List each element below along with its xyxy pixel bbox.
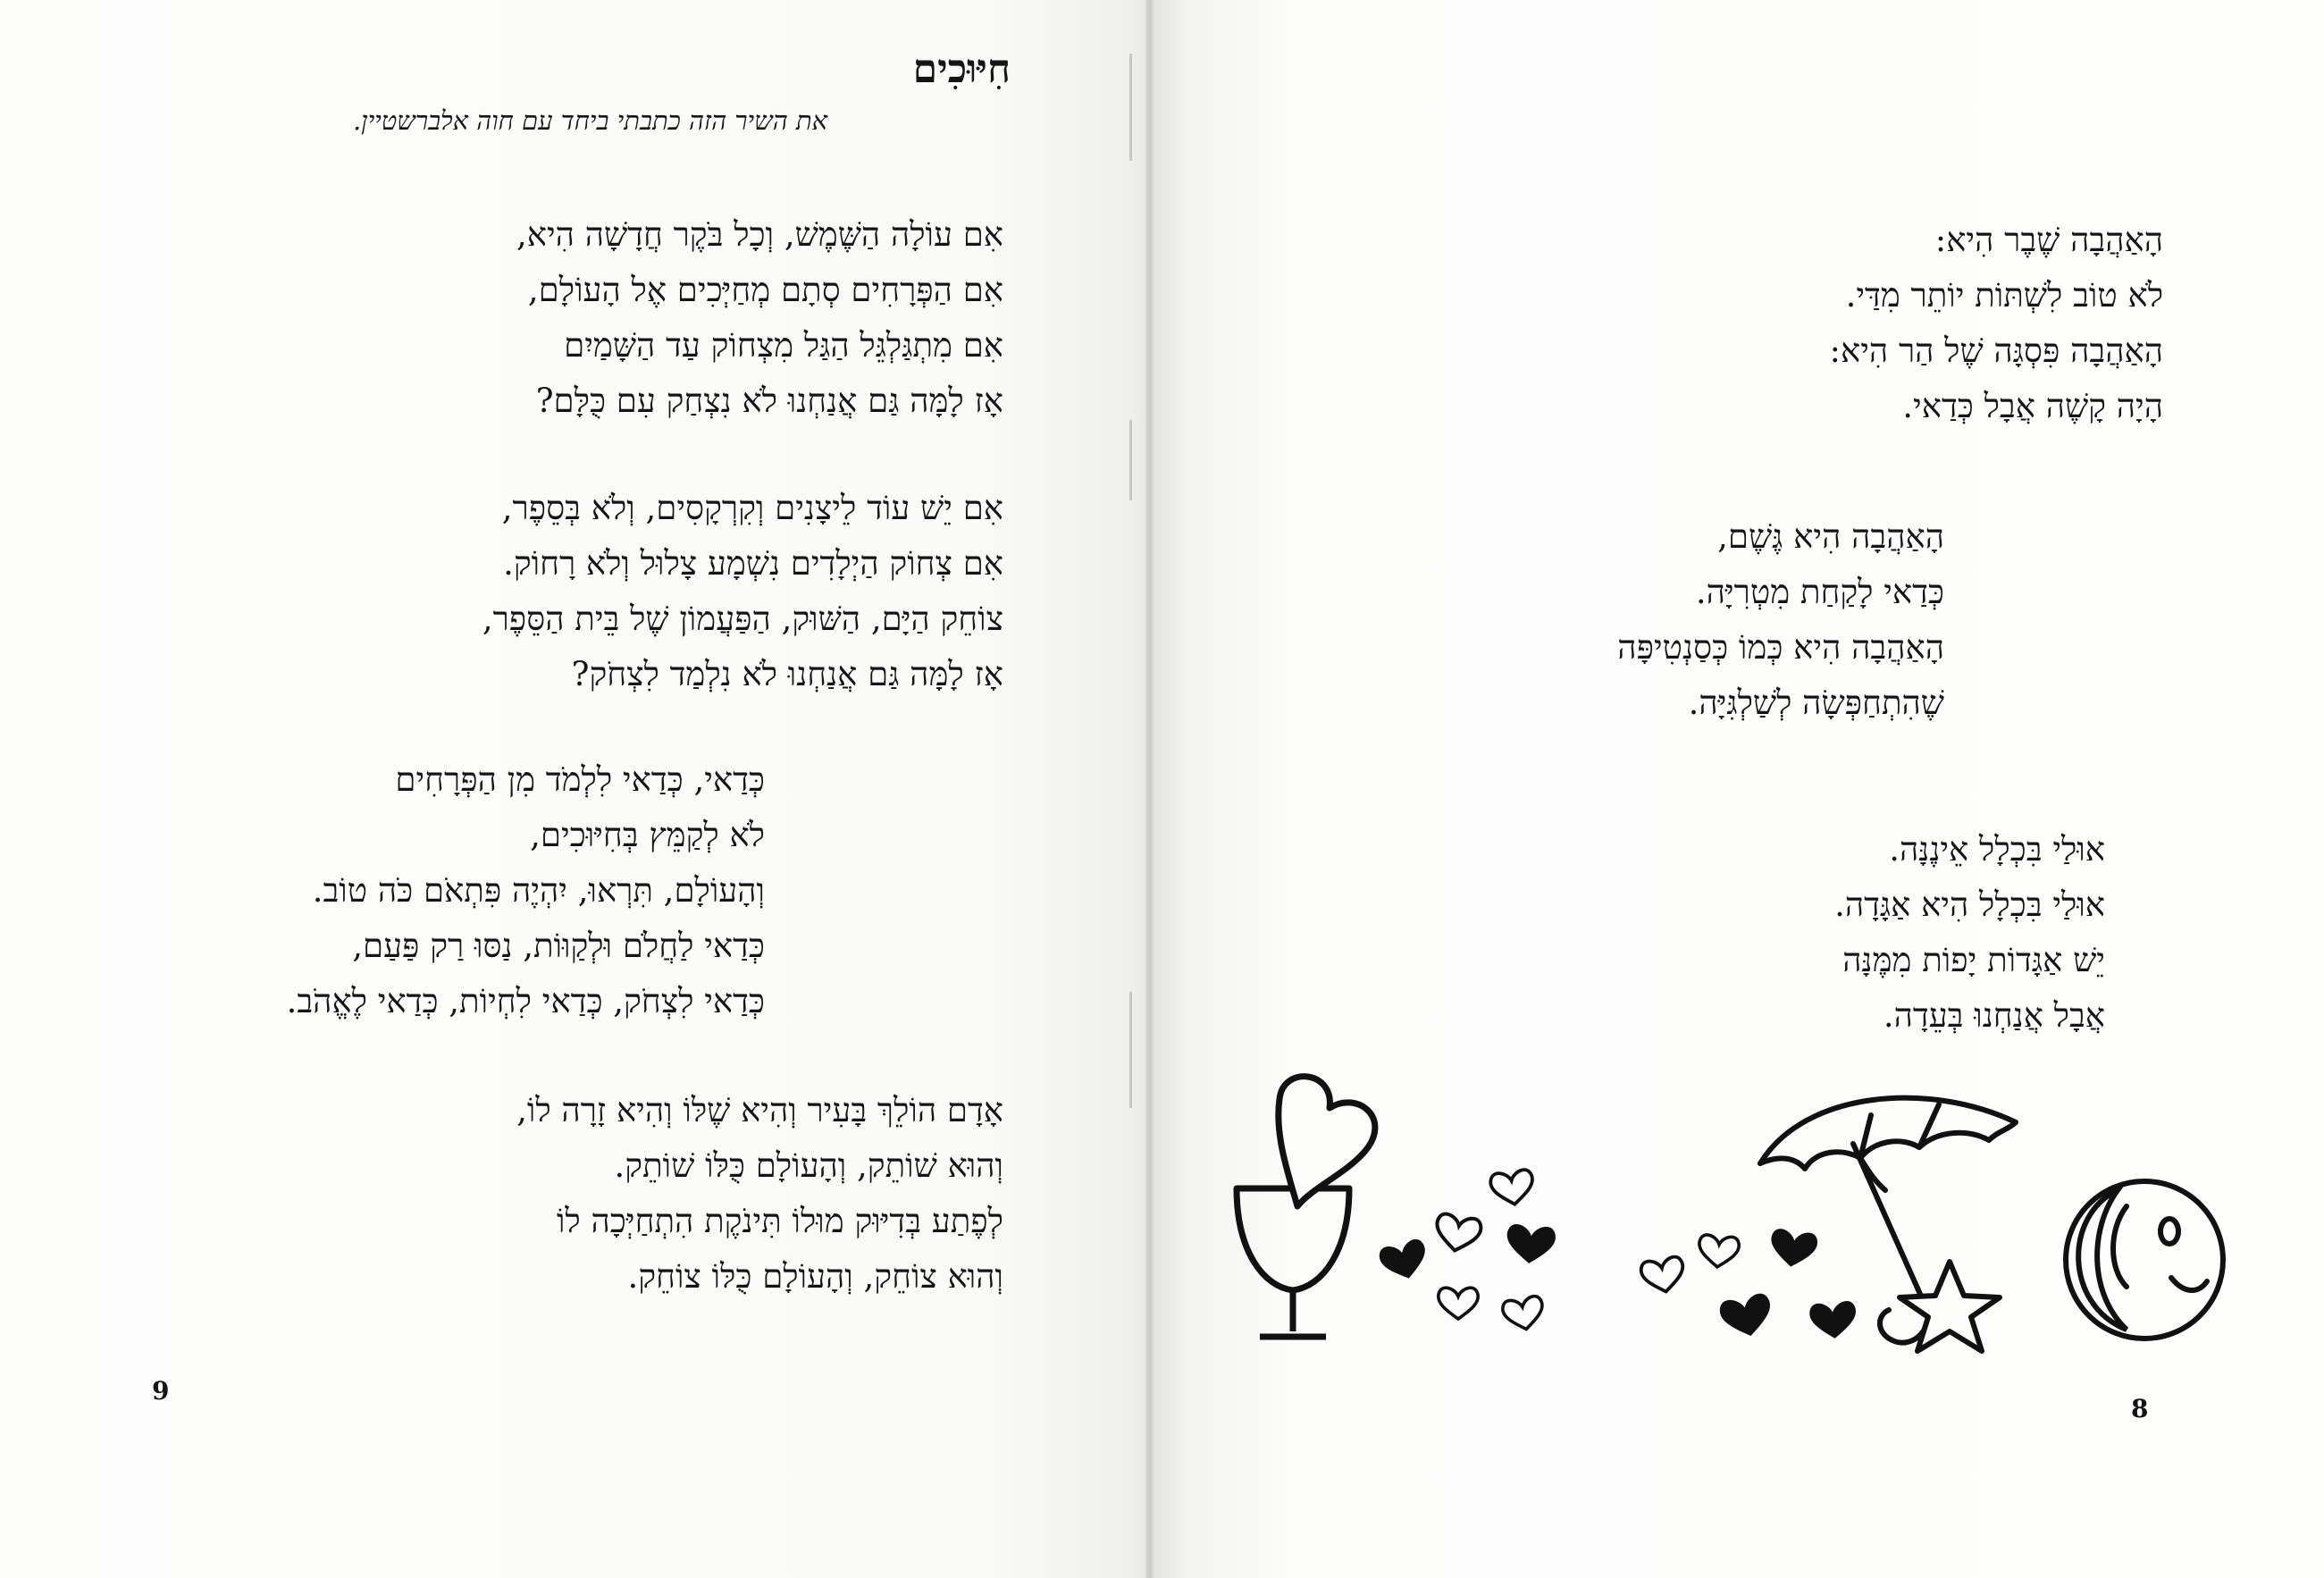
left-stanza-3: [287, 752, 765, 1029]
poem-line: אָדָם הוֹלֵךְ בָּעִיר וְהִיא שֶׁלּוֹ וְהִיא זָרָה לוֹ,: [516, 1091, 1003, 1129]
poem-line: הָאַהֲבָה שֶׁבֶר הִיא:: [1934, 221, 2163, 259]
book-spine: [1145, 0, 1154, 1578]
fold-mark: [1129, 54, 1132, 161]
moon-face-icon: [2066, 1181, 2223, 1339]
poem-line: כְּדַאי לִצְחֹק, כְּדַאי לִחְיוֹת, כְּדַאי לֶאֱהֹב.: [286, 982, 765, 1020]
poem-line: כְּדַאי לַחֲלֹם וּלְקַוּוֹת, נַסּוּ רַק פַּעַם,: [352, 927, 765, 965]
left-stanza-1: [516, 207, 1003, 429]
poem-line: וְהוּא שׁוֹתֵק, וְהָעוֹלָם כֻּלּוֹ שׁוֹתֵק.: [614, 1146, 1003, 1185]
poem-line: אִם הַפְּרָחִים סְתָם מְחַיְּכִים אֶל הָעוֹלָם,: [527, 271, 1003, 309]
poem-line: אִם עוֹלָה הַשֶּׁמֶשׁ, וְכָל בֹּקֶר חֲדָשָׁה הִיא,: [516, 215, 1003, 254]
poem-line: אִם צְחוֹק הַיְלָדִים נִשְׁמָע צָלוּל וְלֹא רָחוֹק.: [503, 544, 1003, 583]
fold-mark: [1129, 420, 1132, 500]
poem-line: כְּדַאי, כְּדַאי לִלְמֹד מִן הַפְּרָחִים: [395, 760, 765, 799]
right-stanza-2: [1617, 509, 1944, 731]
heart-icon: [1377, 1169, 1858, 1341]
poem-line: לֹא לְקַמֵּץ בְּחִיּוּכִים,: [530, 816, 765, 854]
fold-mark: [1129, 992, 1132, 1108]
right-stanza-1: [1830, 213, 2163, 434]
poem-line: לְפֶתַע בְּדִיּוּק מוּלוֹ תִּינֹקֶת הִתְחַיְּכָה לוֹ: [556, 1202, 1003, 1240]
poem-line: אוּלַי בִּכְלָל אֵינֶנָּה.: [1889, 830, 2105, 869]
poem-line: הָאַהֲבָה הִיא כְּמוֹ כְּסַנְטִיפָּה: [1617, 628, 1944, 667]
poem-line: הָאַהֲבָה פִּסְגָּה שֶׁל הַר הִיא:: [1829, 332, 2163, 370]
poem-line: אוּלַי בִּכְלָל הִיא אַגָּדָה.: [1834, 886, 2105, 924]
page-number-left: 9: [152, 1376, 170, 1406]
illustration: [1224, 1072, 2243, 1376]
poem-line: הָאַהֲבָה הִיא גֶּשֶׁם,: [1717, 517, 1944, 556]
poem-line: אָז לָמָּה גַּם אֲנַחְנוּ לֹא נִלְמַד לִצְחֹק?: [571, 655, 1003, 693]
poem-line: וְהוּא צוֹחֵק, וְהָעוֹלָם כֻּלּוֹ צוֹחֵק.: [627, 1257, 1003, 1296]
poem-line: צוֹחֵק הַיָּם, הַשּׁוּק, הַפַּעֲמוֹן שֶׁל בֵּית הַסֵּפֶר,: [482, 600, 1003, 638]
poem-line: לֹא טוֹב לִשְׁתּוֹת יוֹתֵר מִדַּי.: [1845, 276, 2163, 315]
page-number-right: 8: [2131, 1394, 2149, 1423]
poem-line: וְהָעוֹלָם, תִּרְאוּ, יִהְיֶה פִּתְאֹם כֹּה טוֹב.: [312, 871, 765, 910]
poem-credit: את השיר הזה כתבתי ביחד עם חוה אלברשטיין.: [352, 105, 827, 136]
poem-title: חִיּוּכִים: [912, 46, 1011, 92]
poem-line: יֵשׁ אַגָּדוֹת יָפוֹת מִמֶּנָּה: [1842, 941, 2105, 979]
poem-line: אֲבָל אֲנַחְנוּ בְּעֵדָה.: [1883, 996, 2105, 1035]
poem-line: הָיָה קָשֶׁה אֲבָל כְּדַאי.: [1902, 387, 2163, 425]
poem-line: שֶׁהִתְחַפְּשָׂה לְשַׁלְגִּיָּה.: [1688, 684, 1944, 722]
poem-line: כְּדַאי לָקַחַת מִטְרִיָּה.: [1695, 573, 1944, 611]
wine-glass-icon: [1237, 1077, 1375, 1337]
poem-line: אָז לָמָּה גַּם אֲנַחְנוּ לֹא נִצְחַק עִם כֻּלָּם?: [535, 382, 1003, 420]
poem-line: אִם יֵשׁ עוֹד לֵיצָנִים וְקִרְקָסִים, וְלֹא בְּסֵפֶר,: [501, 489, 1003, 527]
right-stanza-3: [1834, 822, 2105, 1044]
poem-line: אִם מִתְגַּלְגֵּל הַגַּל מִצְחוֹק עַד הַשָּׁמַיִם: [564, 326, 1003, 365]
left-stanza-2: [482, 481, 1003, 702]
left-stanza-4: [516, 1083, 1003, 1305]
